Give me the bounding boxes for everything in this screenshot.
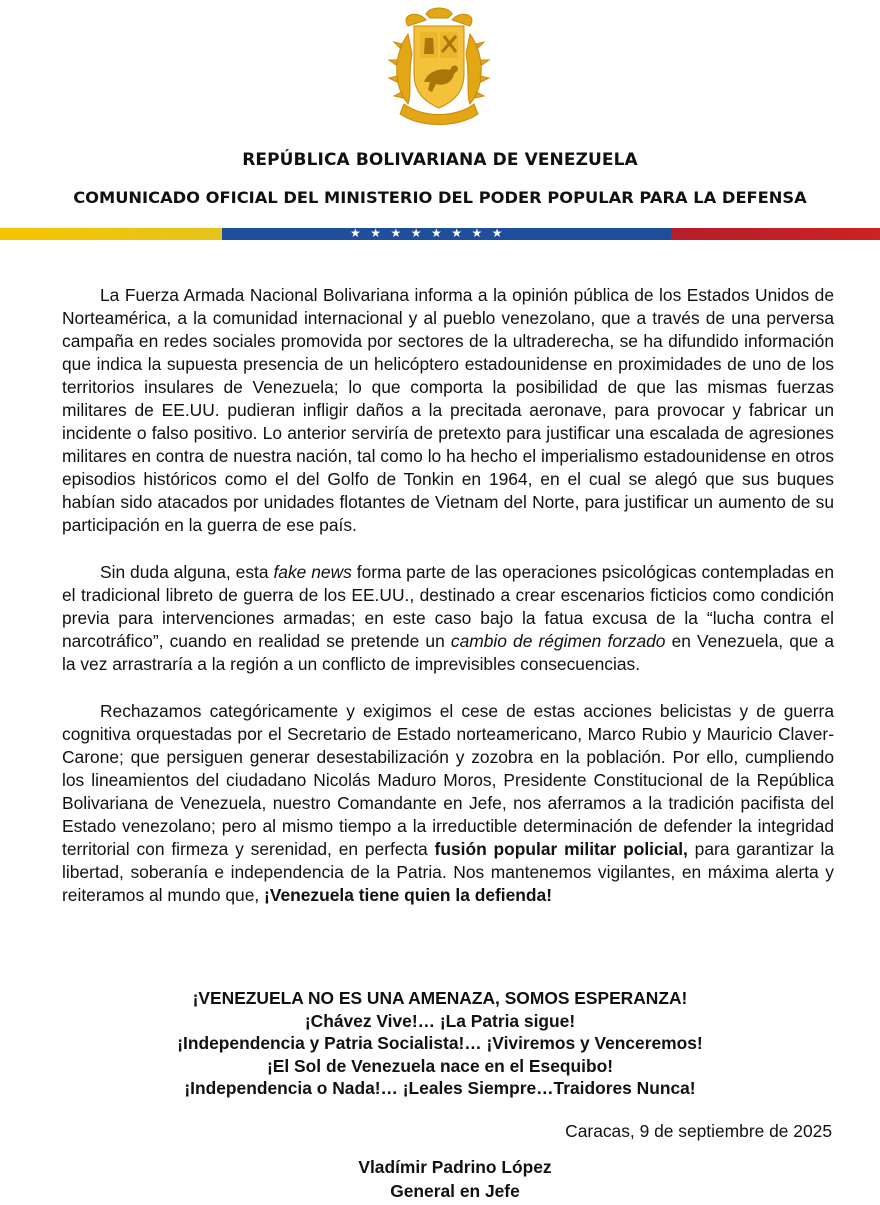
fake-news-emphasis: fake news bbox=[273, 562, 352, 582]
paragraph-3 bbox=[62, 700, 834, 907]
paragraph-2-text-b: forma parte de las operaciones psicológicas contempladas en el tradicional libreto de guerra de los EE.UU., destinado a crear escenarios ficticios como condición previa para intervenciones armadas; en este caso bajo la fatua excusa de la “lucha contra el narcotráfico”, cuando en realidad se pretende un bbox=[62, 562, 835, 651]
flag-blue-stripe bbox=[222, 228, 671, 240]
paragraph-3-text-b: para garantizar la libertad, soberanía e independencia de la Patria. Nos mantenemos vigilantes, en máxima alerta y reiteramos al mundo que, bbox=[62, 839, 834, 905]
header-communique-title: COMUNICADO OFICIAL DEL MINISTERIO DEL PODER POPULAR PARA LA DEFENSA bbox=[73, 188, 807, 207]
signatory-name: Vladímir Padrino López bbox=[358, 1157, 552, 1177]
paragraph-2 bbox=[62, 561, 834, 676]
communique-body bbox=[62, 284, 834, 931]
slogan-line: ¡El Sol de Venezuela nace en el Esequibo! bbox=[267, 1055, 613, 1076]
flag-red-stripe bbox=[671, 228, 880, 240]
slogan-line: ¡Independencia o Nada!… ¡Leales Siempre…Traidores Nunca! bbox=[184, 1078, 696, 1098]
coat-of-arms-icon bbox=[378, 4, 500, 132]
flag-yellow-stripe bbox=[0, 228, 222, 240]
signatory-rank: General en Jefe bbox=[390, 1181, 520, 1201]
flag-color-bar bbox=[0, 228, 880, 240]
fusion-emphasis: fusión popular militar policial, bbox=[434, 839, 688, 859]
place-and-date: Caracas, 9 de septiembre de 2025 bbox=[565, 1121, 832, 1141]
slogan-line: ¡Independencia y Patria Socialista!… ¡Viviremos y Venceremos! bbox=[177, 1033, 703, 1053]
paragraph-2-text-a: Sin duda alguna, esta bbox=[100, 562, 274, 582]
stars-icon: ★★★★★★★★ bbox=[350, 226, 513, 240]
header-republic-title: REPÚBLICA BOLIVARIANA DE VENEZUELA bbox=[242, 150, 638, 170]
slogan-line: ¡VENEZUELA NO ES UNA AMENAZA, SOMOS ESPERANZA! bbox=[192, 988, 688, 1008]
closing-slogans bbox=[0, 987, 880, 1100]
regime-change-emphasis: cambio de régimen forzado bbox=[450, 631, 666, 651]
paragraph-1: La Fuerza Armada Nacional Bolivariana informa a la opinión pública de los Estados Unidos de Norteamérica, a la comunidad internacional y al pueblo venezolano, que a través de una perversa campaña en redes sociales promovida por sectores de la ultraderecha, se ha difundido información que indica la supuesta presencia de un helicóptero estadounidense en proximidades de uno de los territorios insulares de Venezuela; lo que comporta la posibilidad de que las mismas fuerzas militares de EE.UU. pudieran infligir daños a la precitada aeronave, para provocar y fabricar un incidente o falso positivo. Lo anterior serviría de pretexto para justificar una escalada de agresiones militares en contra de nuestra nación, tal como lo ha hecho el imperialismo estadounidense en otros episodios históricos como el del Golfo de Tonkin en 1964, en el cual se alegó que sus buques habían sido atacados por unidades flotantes de Vietnam del Norte, para justificar un aumento de su participación en la guerra de ese país. bbox=[62, 285, 834, 535]
slogan-line: ¡Chávez Vive!… ¡La Patria sigue! bbox=[304, 1010, 576, 1031]
paragraph-3-text-a: Rechazamos categóricamente y exigimos el cese de estas acciones belicistas y de guerra cognitiva orquestadas por el Secretario de Estado norteamericano, Marco Rubio y Mauricio Claver-Carone; que persiguen generar desestabilización y zozobra en la población. Por ello, cumpliendo los lineamientos del ciudadano Nicolás Maduro Moros, Presidente Constitucional de la República Bolivariana de Venezuela, nuestro Comandante en Jefe, nos aferramos a la tradición pacifista del Estado venezolano; pero al mismo tiempo a la irreductible determinación de defender la integridad territorial con firmeza y serenidad, en perfecta bbox=[62, 701, 834, 859]
paragraph-2-text-c: en Venezuela, que a la vez arrastraría a la región a un conflicto de imprevisibles consecuencias. bbox=[62, 631, 834, 674]
venezuela-defends-emphasis: ¡Venezuela tiene quien la defienda! bbox=[264, 885, 553, 905]
